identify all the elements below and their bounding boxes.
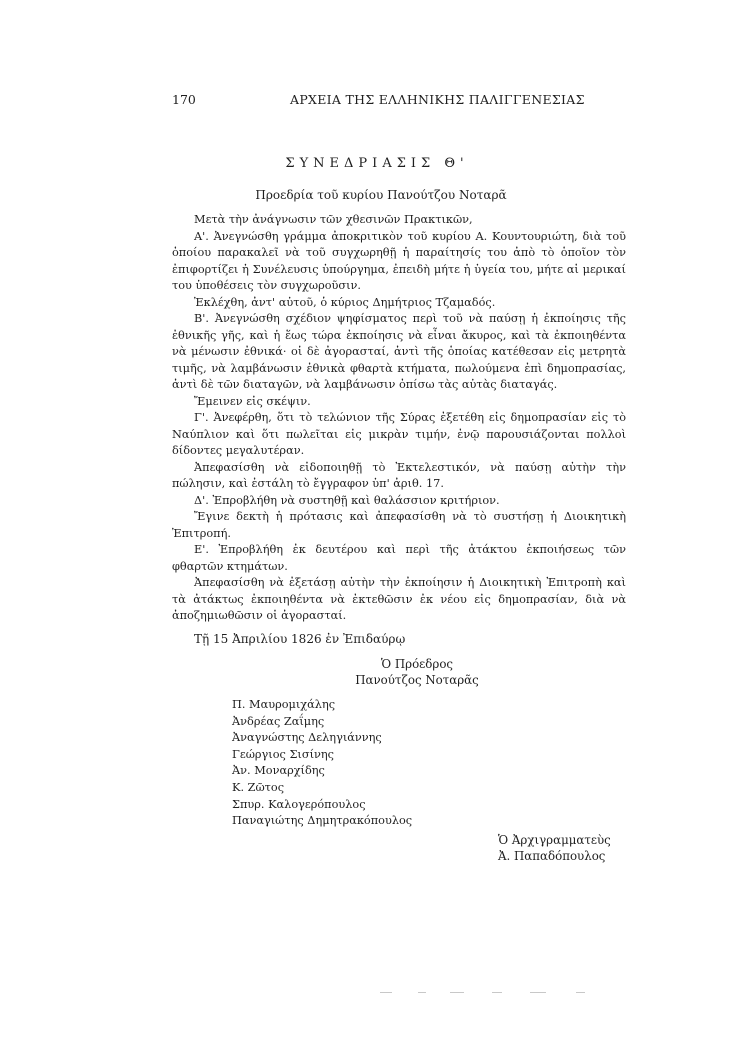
paragraph-item-c: Γ'. Ἀνεφέρθη, ὅτι τὸ τελώνιον τῆς Σύρας ἐξετέθη εἰς δημοπρασίαν εἰς τὸ Ναύπλιον καὶ ὅτι πωλεῖται εἰς μικρὰν τιμήν, ἐνῷ παρουσιάζονται πολλοὶ δίδοντες μεγαλυτέραν.	[172, 411, 626, 457]
paragraph-intro: Μετὰ τὴν ἀνάγνωσιν τῶν χθεσινῶν Πρακτικῶν,	[194, 213, 473, 226]
paragraph-decision-c: Ἀπεφασίσθη νὰ εἰδοποιηθῇ τὸ Ἐκτελεστικόν, νὰ παύσῃ αὐτὴν τὴν πώλησιν, καὶ ἐστάλη τὸ ἔγγραφον ὑπ' ἀριθ. 17.	[172, 460, 626, 490]
paragraph-decision-e: Ἀπεφασίσθη νὰ ἐξετάσῃ αὐτὴν τὴν ἐκποίησιν ἡ Διοικητικὴ Ἐπιτροπὴ καὶ τὰ ἀτάκτως ἐκποιηθέντα νὰ ἐκτεθῶσιν ἐκ νέου εἰς δημοπρασίαν, διὰ νὰ ἀποζημιωθῶσιν οἱ ἀγορασταί.	[172, 576, 626, 622]
scan-speck	[450, 992, 464, 993]
president-signature-block	[0, 656, 744, 688]
signatory-name: Π. Μαυρομιχάλης	[232, 698, 336, 711]
paragraph-item-b: Β'. Ἀνεγνώσθη σχέδιον ψηφίσματος περὶ τοῦ νὰ παύσῃ ἡ ἐκποίησις τῆς ἐθνικῆς γῆς, καὶ ἡ ἕως τώρα ἐκποίησις νὰ εἶναι ἄκυρος, καὶ τὰ ἐκποιηθέντα νὰ μένωσιν ἐθνικά· οἱ δὲ ἀγορασταί, ἀντὶ τῆς ὁποίας κατέθεσαν εἰς μετρητὰ τιμῆς, νὰ λαμβάνωσιν ἐθνικὰ φθαρτὰ κτήματα, πωλούμενα ἐπὶ δημοπρασίας, ἀντὶ δὲ τῶν διαταγῶν, νὰ λαμβάνωσιν ὀπίσω τὰς αὐτὰς διαταγάς.	[172, 312, 626, 391]
signatory-name: Ἀν. Μοναρχίδης	[232, 764, 325, 778]
scan-speck	[418, 992, 426, 993]
scan-speck	[576, 992, 585, 993]
paragraph-decision-d: Ἔγινε δεκτὴ ἡ πρότασις καὶ ἀπεφασίσθη νὰ τὸ συστήσῃ ἡ Διοικητικὴ Ἐπιτροπή.	[172, 510, 626, 540]
scan-artifacts	[380, 992, 620, 996]
president-title: Ὁ Πρόεδρος	[380, 657, 454, 671]
scan-speck	[530, 992, 546, 993]
minutes-body	[172, 212, 626, 625]
signatories-list	[232, 697, 412, 830]
scan-speck	[492, 992, 502, 993]
paragraph-item-a: Α'. Ἀνεγνώσθη γράμμα ἀποκριτικὸν τοῦ κυρίου Α. Κουντουριώτη, διὰ τοῦ ὁποίου παρακαλεῖ νὰ τοῦ συγχωρηθῇ ἡ παραίτησίς του ἀπὸ τὸ ὁποῖον τὸν ἐπιφορτίζει ἡ Συνέλευσις ὑπούργημα, ἐπειδὴ μήτε ἡ ὑγεία του, μήτε αἱ μερικαί του ὑποθέσεις τὸν συγχωροῦσιν.	[172, 229, 626, 292]
secretary-title: Ὁ Ἀρχιγραμματεὺς	[498, 833, 611, 847]
signatory-name: Ἀναγνώστης Δεληγιάννης	[232, 731, 382, 745]
signatory-name: Ἀνδρέας Ζαΐμης	[232, 714, 325, 728]
paragraph-item-e: Ε'. Ἐπροβλήθη ἐκ δευτέρου καὶ περὶ τῆς ἀτάκτου ἐκποιήσεως τῶν φθαρτῶν κτημάτων.	[172, 543, 626, 573]
presidency-line: Προεδρία τοῦ κυρίου Πανούτζου Νοταρᾶ	[255, 188, 507, 202]
president-name: Πανούτζος Νοταρᾶς	[355, 673, 479, 687]
signatory-name: Κ. Ζῶτος	[232, 780, 285, 794]
secretary-name: Ἀ. Παπαδόπουλος	[498, 849, 606, 863]
paragraph-item-d: Δ'. Ἐπροβλήθη νὰ συστηθῇ καὶ θαλάσσιον κριτήριον.	[194, 493, 500, 507]
signatory-name: Γεώργιος Σισίνης	[232, 747, 334, 761]
paragraph-election: Ἐκλέχθη, ἀντ' αὐτοῦ, ὁ κύριος Δημήτριος Τζαμαδός.	[194, 295, 496, 309]
page-number: 170	[172, 92, 196, 107]
session-title: ΣΥΝΕΔΡΙΑΣΙΣ Θ'	[285, 156, 469, 171]
paragraph-deferred: Ἔμεινεν εἰς σκέψιν.	[194, 394, 311, 408]
page-header	[172, 92, 614, 112]
secretary-signature-block	[498, 832, 611, 864]
signatory-name: Σπυρ. Καλογερόπουλος	[232, 797, 366, 811]
signatory-name: Παναγιώτης Δημητρακόπουλος	[232, 814, 413, 828]
running-title: ΑΡΧΕΙΑ ΤΗΣ ΕΛΛΗΝΙΚΗΣ ΠΑΛΙΓΓΕΝΕΣΙΑΣ	[290, 92, 585, 107]
date-line: Τῇ 15 Ἀπριλίου 1826 ἐν Ἐπιδαύρῳ	[194, 632, 406, 646]
scan-speck	[380, 992, 392, 993]
